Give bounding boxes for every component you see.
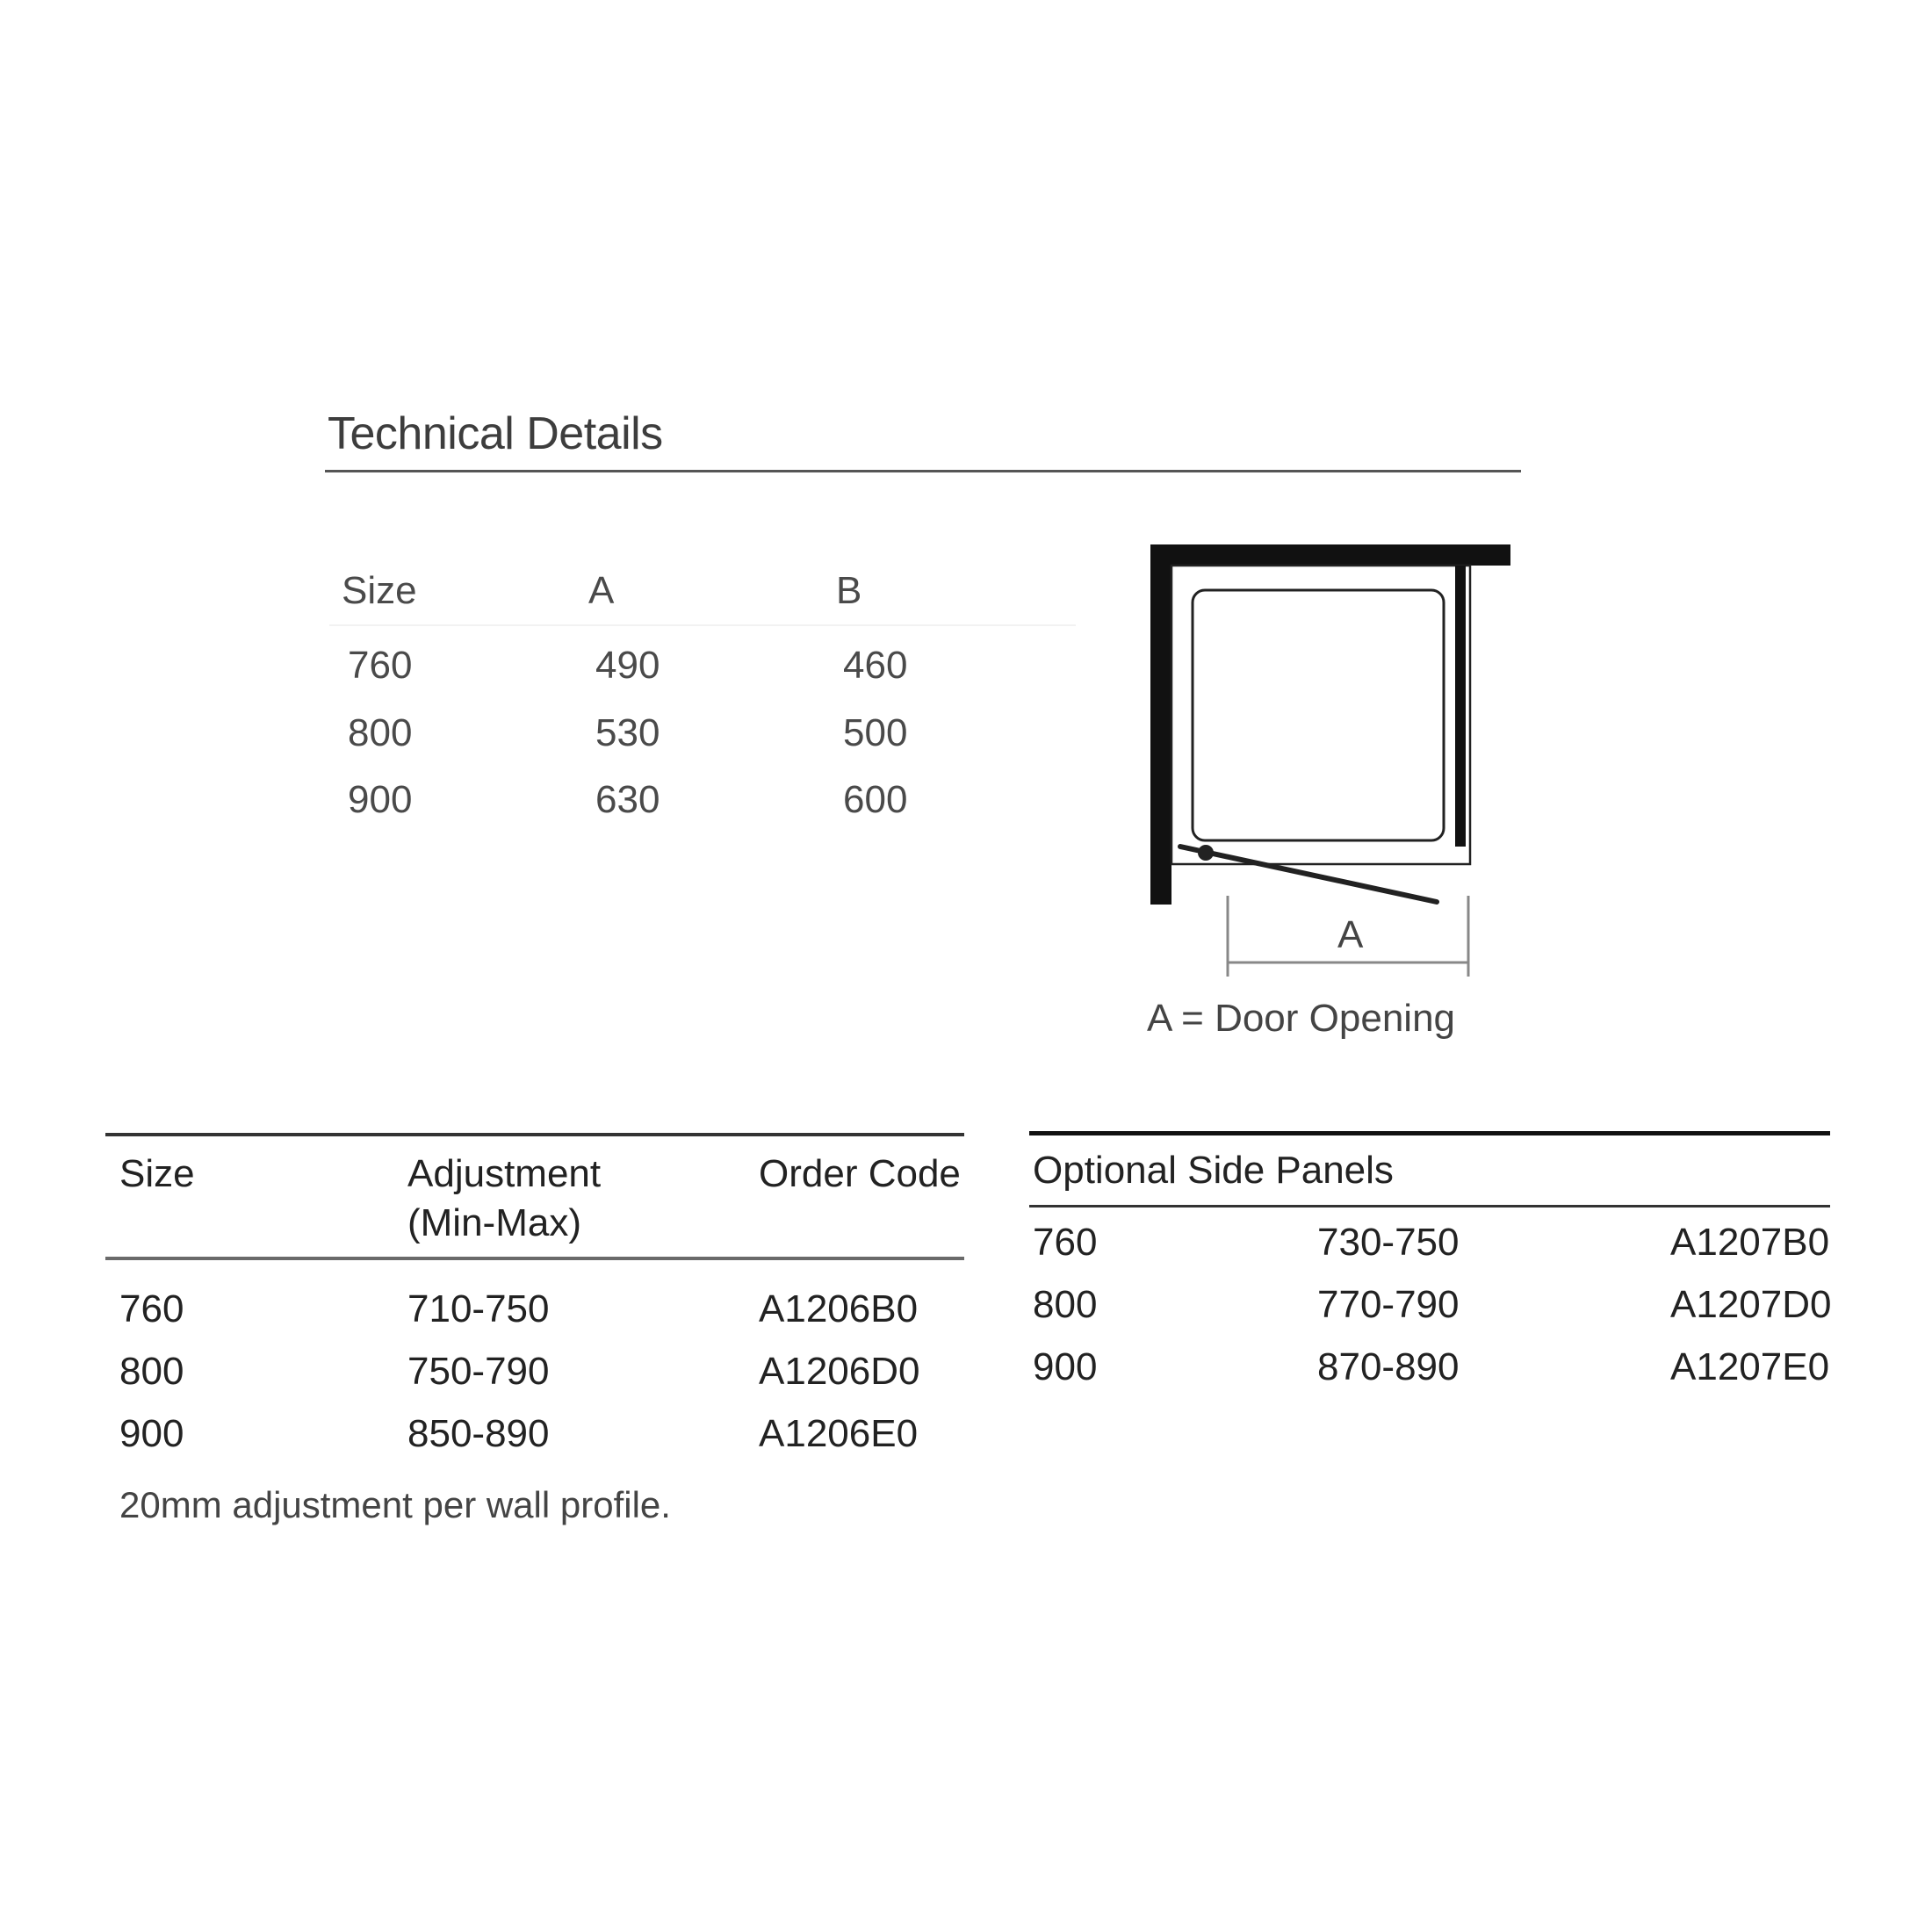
table-cell: A1207E0 xyxy=(1670,1345,1830,1388)
column-header-size: Size xyxy=(119,1152,195,1195)
table-cell: A1207B0 xyxy=(1670,1221,1830,1264)
table-cell: 850-890 xyxy=(407,1412,550,1455)
table-cell: A1206D0 xyxy=(759,1350,920,1393)
side-panel xyxy=(1455,566,1466,847)
left-wall xyxy=(1150,544,1171,905)
table-cell: 750-790 xyxy=(407,1350,550,1393)
tray-outline xyxy=(1171,566,1470,864)
column-header-size: Size xyxy=(342,569,417,612)
table-cell: 710-750 xyxy=(407,1287,550,1330)
page-title: Technical Details xyxy=(328,408,663,459)
table-cell: 760 xyxy=(348,644,413,687)
table-cell: A1207D0 xyxy=(1670,1283,1832,1326)
table-cell: 760 xyxy=(1033,1221,1098,1264)
dimension-label: A xyxy=(1337,913,1364,956)
table-cell: 760 xyxy=(119,1287,184,1330)
header-divider xyxy=(329,624,1076,626)
table-cell: 800 xyxy=(1033,1283,1098,1326)
table-top-rule xyxy=(105,1133,964,1136)
table-cell: 770-790 xyxy=(1317,1283,1460,1326)
column-header-order-code: Order Code xyxy=(759,1152,961,1195)
column-header-adjustment-sub: (Min-Max) xyxy=(407,1201,581,1244)
table-cell: 600 xyxy=(843,778,908,821)
door-panel xyxy=(1180,847,1437,902)
table-top-rule xyxy=(1029,1131,1830,1135)
table-cell: 500 xyxy=(843,711,908,754)
tray-inner xyxy=(1193,590,1444,840)
adjustment-note: 20mm adjustment per wall profile. xyxy=(119,1484,671,1525)
column-header-adjustment: Adjustment xyxy=(407,1152,602,1195)
side-panels-title: Optional Side Panels xyxy=(1033,1149,1394,1192)
diagram-caption: A = Door Opening xyxy=(1147,997,1456,1040)
door-hinge xyxy=(1198,845,1214,861)
back-wall xyxy=(1150,544,1510,566)
column-header-b: B xyxy=(836,569,862,612)
column-header-a: A xyxy=(588,569,615,612)
header-bottom-rule xyxy=(105,1257,964,1260)
table-cell: 460 xyxy=(843,644,908,687)
table-cell: 730-750 xyxy=(1317,1221,1460,1264)
table-cell: 530 xyxy=(595,711,660,754)
title-divider xyxy=(325,470,1521,472)
table-cell: 900 xyxy=(1033,1345,1098,1388)
table-cell: 900 xyxy=(119,1412,184,1455)
table-cell: 800 xyxy=(348,711,413,754)
table-cell: 800 xyxy=(119,1350,184,1393)
table-cell: 630 xyxy=(595,778,660,821)
table-cell: 490 xyxy=(595,644,660,687)
table-cell: 870-890 xyxy=(1317,1345,1460,1388)
table-cell: A1206E0 xyxy=(759,1412,919,1455)
table-cell: A1206B0 xyxy=(759,1287,919,1330)
table-cell: 900 xyxy=(348,778,413,821)
enclosure-diagram xyxy=(1133,527,1528,1054)
title-bottom-rule xyxy=(1029,1205,1830,1208)
